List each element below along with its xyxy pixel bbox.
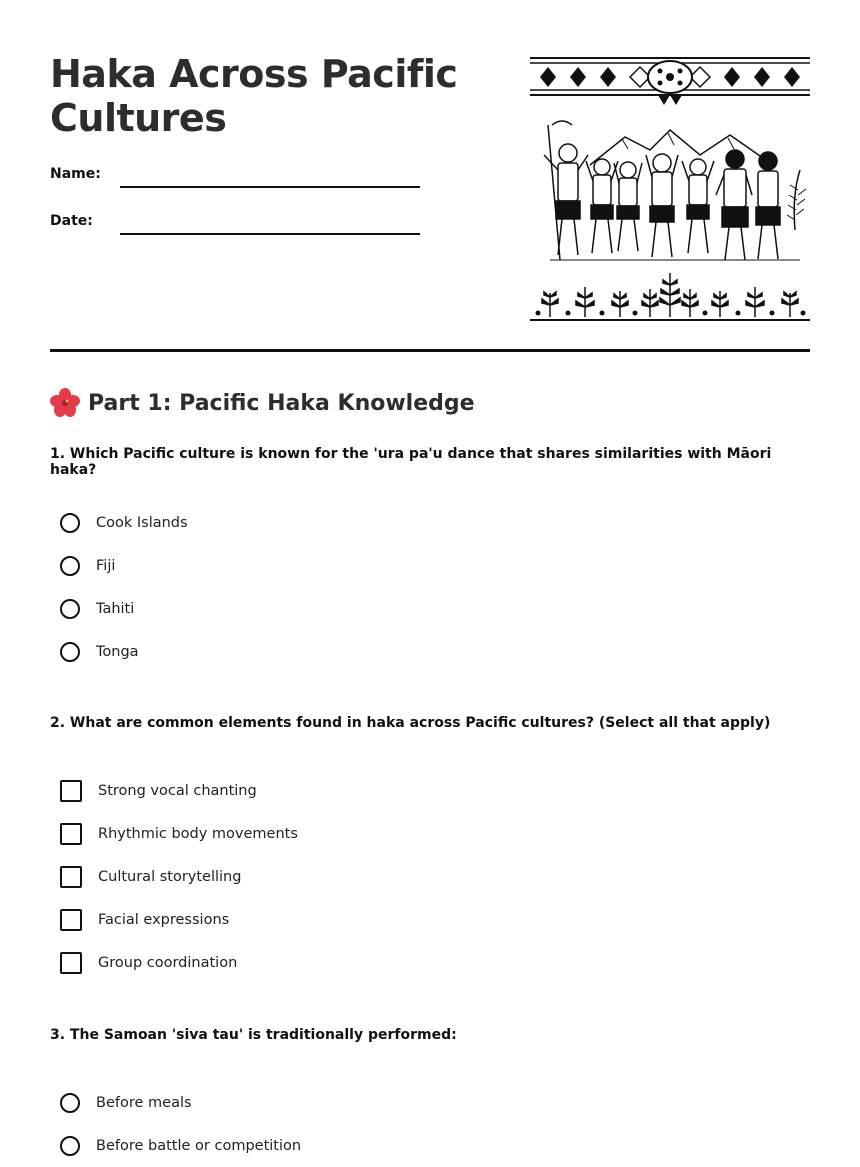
question-3-options [60, 1081, 301, 1167]
checkbox[interactable] [60, 780, 82, 802]
question-1-options [60, 501, 188, 673]
option-label: Cook Islands [96, 514, 188, 531]
worksheet-page [50, 0, 810, 1161]
option-label: Group coordination [98, 954, 238, 971]
option-label: Before battle or competition [96, 1137, 302, 1154]
haka-illustration [530, 55, 810, 330]
option-label: Tonga [96, 643, 139, 660]
option-label: Facial expressions [98, 911, 230, 928]
option-rhythmic-body-movements[interactable] [60, 812, 298, 855]
name-input-line[interactable] [120, 186, 420, 188]
haka-dancers [544, 121, 806, 260]
option-cook-islands[interactable] [60, 501, 188, 544]
option-strong-vocal-chanting[interactable] [60, 769, 298, 812]
radio-button[interactable] [60, 1136, 80, 1156]
option-facial-expressions[interactable] [60, 898, 298, 941]
checkbox[interactable] [60, 823, 82, 845]
radio-button[interactable] [60, 642, 80, 662]
radio-button[interactable] [60, 513, 80, 533]
question-3: 3. The Samoan 'siva tau' is traditionally performed: [50, 1027, 457, 1043]
radio-button[interactable] [60, 556, 80, 576]
option-cultural-storytelling[interactable] [60, 855, 298, 898]
name-label: Name: [50, 166, 101, 182]
section-title-text: Part 1: Pacific Haka Knowledge [88, 390, 475, 416]
hibiscus-icon [50, 388, 80, 418]
date-label: Date: [50, 213, 93, 229]
option-label: Before meals [96, 1094, 192, 1111]
date-field [50, 213, 420, 237]
radio-button[interactable] [60, 599, 80, 619]
option-tonga[interactable] [60, 630, 188, 673]
option-label: Rhythmic body movements [98, 825, 298, 842]
top-pattern-border [530, 58, 810, 105]
option-label: Fiji [96, 557, 116, 574]
bottom-fern-border [530, 273, 810, 320]
header-divider [50, 349, 810, 352]
checkbox[interactable] [60, 909, 82, 931]
worksheet-header [50, 0, 810, 352]
name-field [50, 166, 420, 190]
checkbox[interactable] [60, 952, 82, 974]
checkbox[interactable] [60, 866, 82, 888]
option-before-meals[interactable] [60, 1081, 301, 1124]
option-fiji[interactable] [60, 544, 188, 587]
question-1: 1. Which Pacific culture is known for the 'ura pa'u dance that shares similarities with Māori haka? [50, 446, 772, 478]
section-title [50, 388, 475, 418]
date-input-line[interactable] [120, 233, 420, 235]
page-title: Haka Across Pacific Cultures [50, 52, 458, 140]
option-label: Strong vocal chanting [98, 782, 257, 799]
radio-button[interactable] [60, 1093, 80, 1113]
option-tahiti[interactable] [60, 587, 188, 630]
option-group-coordination[interactable] [60, 941, 298, 984]
option-label: Cultural storytelling [98, 868, 242, 885]
question-2: 2. What are common elements found in haka across Pacific cultures? (Select all that apply) [50, 715, 771, 731]
question-2-options [60, 769, 298, 984]
option-label: Tahiti [96, 600, 135, 617]
